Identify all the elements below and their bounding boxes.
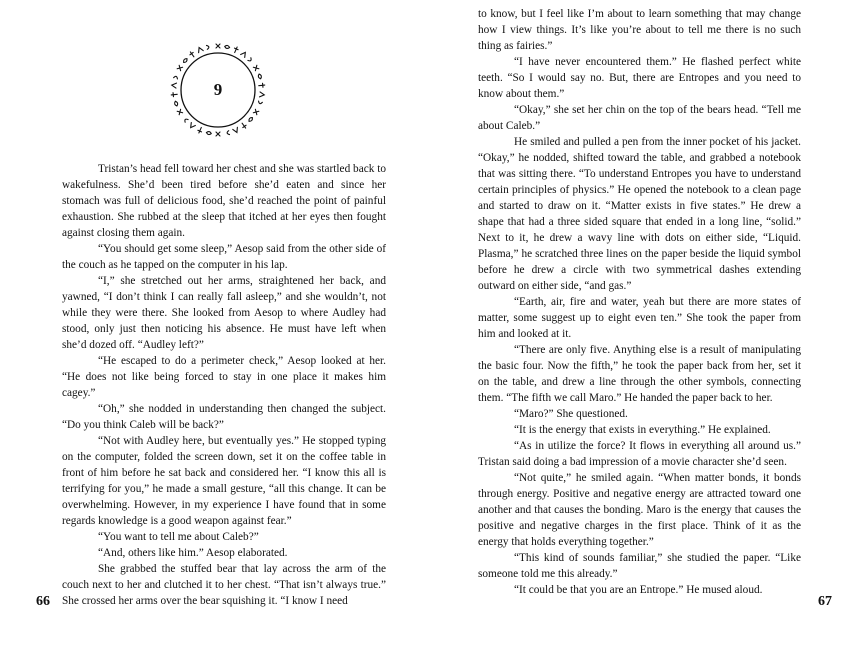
paragraph: “You want to tell me about Caleb?”: [98, 531, 259, 543]
right-page-body: [478, 6, 801, 598]
page-number-left: 66: [36, 594, 50, 609]
paragraph: “It could be that you are an Entrope.” He mused aloud.: [514, 584, 763, 596]
paragraph: “Not quite,” he smiled again. “When matter bonds, it bonds through energy. Positive and negative energy are attracted toward one another and that causes the bonding. Maro is the energy that causes the positive and negative charges in the first place. Think of it as the energy that holds everything together.”: [478, 472, 801, 548]
paragraph: “I,” she stretched out her arms, straightened her back, and yawned, “I don’t think I can really fall asleep,” and she wouldn’t, not while they were there. She looked from Aesop to where Audley had stood, only just then noticing his absence. He must have left when she’d dozed off. “Audley left?”: [62, 275, 386, 351]
chapter-number: 9: [213, 80, 223, 99]
paragraph: “It is the energy that exists in everything.” He explained.: [514, 424, 771, 436]
paragraph: “There are only five. Anything else is a result of manipulating the basic four. Now the fifth,” he took the paper back from her, set it on the table, and drew a line through the other symbols, connecting them. “The fifth we call Maro.” He handed the paper back to her.: [478, 344, 801, 404]
page-number-right: 67: [818, 594, 832, 609]
paragraph: “Earth, air, fire and water, yeah but there are more states of matter, some suggest up to eight even ten.” She took the paper from him and looked at it.: [478, 296, 801, 340]
paragraph: “As in utilize the force? It flows in everything all around us.” Tristan said doing a bad impression of a movie character she’d seen.: [478, 440, 801, 468]
paragraph: “Not with Audley here, but eventually yes.” He stopped typing on the computer, folded the screen down, set it on the coffee table in front of him before he sat back and considered her. “I know this all is terrifying for you,” he made a small gesture, “all this change. It can be overwhelming. However, in my experience I have found that in some regards knowledge is a good weapon against fear.”: [62, 435, 386, 527]
paragraph: She grabbed the stuffed bear that lay across the arm of the couch next to her and clutched it to her chest. “That isn’t always true.” She crossed her arms over the bear squishing it. “I know I need: [62, 563, 386, 607]
right-page: [432, 0, 864, 648]
continued-paragraph: to know, but I feel like I’m about to learn something that may change how I view things. It’s like you’re about to tell me there is no such thing as fairies.”: [478, 8, 801, 52]
paragraph: “This kind of sounds familiar,” she studied the paper. “Like someone told me this already.”: [478, 552, 801, 580]
paragraph: Tristan’s head fell toward her chest and she was startled back to wakefulness. She’d been tired before she’d eaten and since her stomach was full of delicious food, she’d reached the point of painful exhaustion. She rubbed at the sleep that itched at her eyes then fought against closing them again.: [62, 163, 386, 239]
paragraph: “Oh,” she nodded in understanding then changed the subject. “Do you think Caleb will be back?”: [62, 403, 386, 431]
paragraph: “Okay,” she set her chin on the top of the bears head. “Tell me about Caleb.”: [478, 104, 801, 132]
paragraph: He smiled and pulled a pen from the inner pocket of his jacket. “Okay,” he nodded, shifted toward the table, and grabbed a notebook that was sitting there. “To understand Entropes you have to understand certain principles of physics.” He opened the notebook to a clean page and started to draw on it. “Matter exists in five states.” He drew a shape that had a three sided square that ended in a long line, “solid.” Next to it, he drew a wavy line with dots on either side, “Liquid. Plasma,” he scratched three lines on the paper beside the liquid symbol before he drew a circle with two symmetrical dashes extending outward on either side, “and gas.”: [478, 136, 801, 292]
chapter-emblem: [168, 38, 268, 142]
paragraph: “And, others like him.” Aesop elaborated.: [98, 547, 288, 559]
paragraph: “I have never encountered them.” He flashed perfect white teeth. “So I would say no. But, there are Entropes and you need to know about them.”: [478, 56, 801, 100]
paragraph: “He escaped to do a perimeter check,” Aesop looked at her. “He does not like being forced to stay in one place it makes him cagey.”: [62, 355, 386, 399]
paragraph: “Maro?” She questioned.: [514, 408, 628, 420]
left-page-body: [62, 161, 386, 609]
paragraph: “You should get some sleep,” Aesop said from the other side of the couch as he tapped on the computer in his lap.: [62, 243, 386, 271]
